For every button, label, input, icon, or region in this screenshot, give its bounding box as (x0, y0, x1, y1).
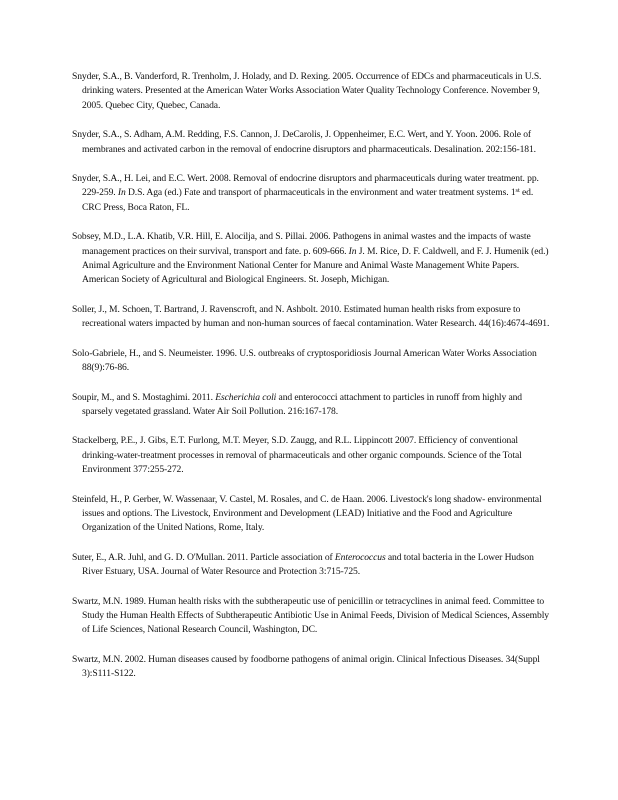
reference-text: Soller, J., M. Schoen, T. Bartrand, J. Ravenscroft, and N. Ashbolt. 2010. Estimated human health risks from exposure to recreational waters impacted by human and non-human sources of faecal contamination. Water Research. 44(16):4674-4691. (72, 303, 550, 330)
reference-text: Snyder, S.A., H. Lei, and E.C. Wert. 2008. Removal of endocrine disruptors and pharmaceuticals during water treatment. pp. 229-259. (72, 173, 539, 199)
reference-entry (72, 391, 552, 420)
reference-entry (72, 551, 552, 580)
reference-text: Sobsey, M.D., L.A. Khatib, V.R. Hill, E. Alocilja, and S. Pillai. 2006. Pathogens in animal wastes and the impacts of waste management practices on their survival, transport and fate. p. 609-666. (72, 231, 531, 257)
reference-entry (72, 128, 552, 157)
reference-entry (72, 347, 552, 376)
reference-entry (72, 434, 552, 477)
reference-text: and enterococci attachment to particles in runoff from highly and sparsely vegetated grassland. Water Air Soil Pollution. 216:167-178. (82, 391, 523, 417)
reference-italic-text: In (117, 187, 126, 199)
reference-italic-text: In (348, 245, 357, 257)
reference-text: Steinfeld, H., P. Gerber, W. Wassenaar, V. Castel, M. Rosales, and C. de Haan. 2006. Livestock's long shadow- environmental issues and options. The Livestock, Environment and Development (LEAD) Initiative and the Food and Agriculture Organization of the United Nations, Rome, Italy. (72, 493, 542, 534)
reference-text: Soupir, M., and S. Mostaghimi. 2011. (72, 391, 216, 403)
reference-entry (72, 595, 552, 638)
reference-entry (72, 303, 552, 332)
reference-text: Stackelberg, P.E., J. Gibs, E.T. Furlong, M.T. Meyer, S.D. Zaugg, and R.L. Lippincott 2007. Efficiency of conventional drinking-water-treatment processes in removal of pharmaceuticals and other organic compounds. Science of the Total Environment 377:255-272. (72, 435, 522, 476)
reference-text: Suter, E., A.R. Juhl, and G. D. O'Mullan. 2011. Particle association of (72, 551, 335, 563)
reference-text: ed. CRC Press, Boca Raton, FL. (82, 187, 534, 213)
reference-entry (72, 230, 552, 288)
reference-text: J. M. Rice, D. F. Caldwell, and F. J. Humenik (ed.) Animal Agriculture and the Environment National Center for Manure and Animal Waste Management White Papers. American Society of Agricultural and Biological Engineers. St. Joseph, Michigan. (82, 245, 549, 286)
reference-list (72, 70, 552, 697)
reference-superscript: st (515, 187, 520, 195)
reference-entry (72, 172, 552, 215)
reference-text: Snyder, S.A., B. Vanderford, R. Trenholm, J. Holady, and D. Rexing. 2005. Occurrence of EDCs and pharmaceuticals in U.S. drinking waters. Presented at the American Water Works Association Water Quality Technology Conference. November 9, 2005. Quebec City, Quebec, Canada. (72, 71, 542, 111)
reference-text: Snyder, S.A., S. Adham, A.M. Redding, F.S. Cannon, J. DeCarolis, J. Oppenheimer, E.C. Wert, and Y. Yoon. 2006. Role of membranes and activated carbon in the removal of endocrine disruptors and pharmaceuticals. Desalination. 202:156-181. (72, 129, 536, 155)
reference-entry (72, 653, 552, 682)
reference-italic-text: Enterococcus (334, 551, 386, 563)
reference-text: Swartz, M.N. 1989. Human health risks with the subtherapeutic use of penicillin or tetracyclines in animal feed. Committee to Study the Human Health Effects of Subtherapeutic Antibiotic Use in Animal Feeds, Division of Medical Sciences, Assembly of Life Sciences, National Research Council, Washington, DC. (72, 595, 549, 636)
reference-text: D.S. Aga (ed.) Fate and transport of pharmaceuticals in the environment and water treatment systems. 1 (125, 187, 516, 199)
reference-text: Swartz, M.N. 2002. Human diseases caused by foodborne pathogens of animal origin. Clinical Infectious Diseases. 34(Suppl 3):S111-S122. (72, 653, 540, 680)
reference-text: Solo-Gabriele, H., and S. Neumeister. 1996. U.S. outbreaks of cryptosporidiosis Journal American Water Works Association 88(9):76-86. (72, 347, 537, 374)
reference-entry (72, 493, 552, 536)
reference-entry (72, 70, 552, 113)
reference-italic-text: Escherichia coli (215, 391, 277, 403)
reference-text: and total bacteria in the Lower Hudson River Estuary, USA. Journal of Water Resource and Protection 3:715-725. (82, 551, 534, 578)
